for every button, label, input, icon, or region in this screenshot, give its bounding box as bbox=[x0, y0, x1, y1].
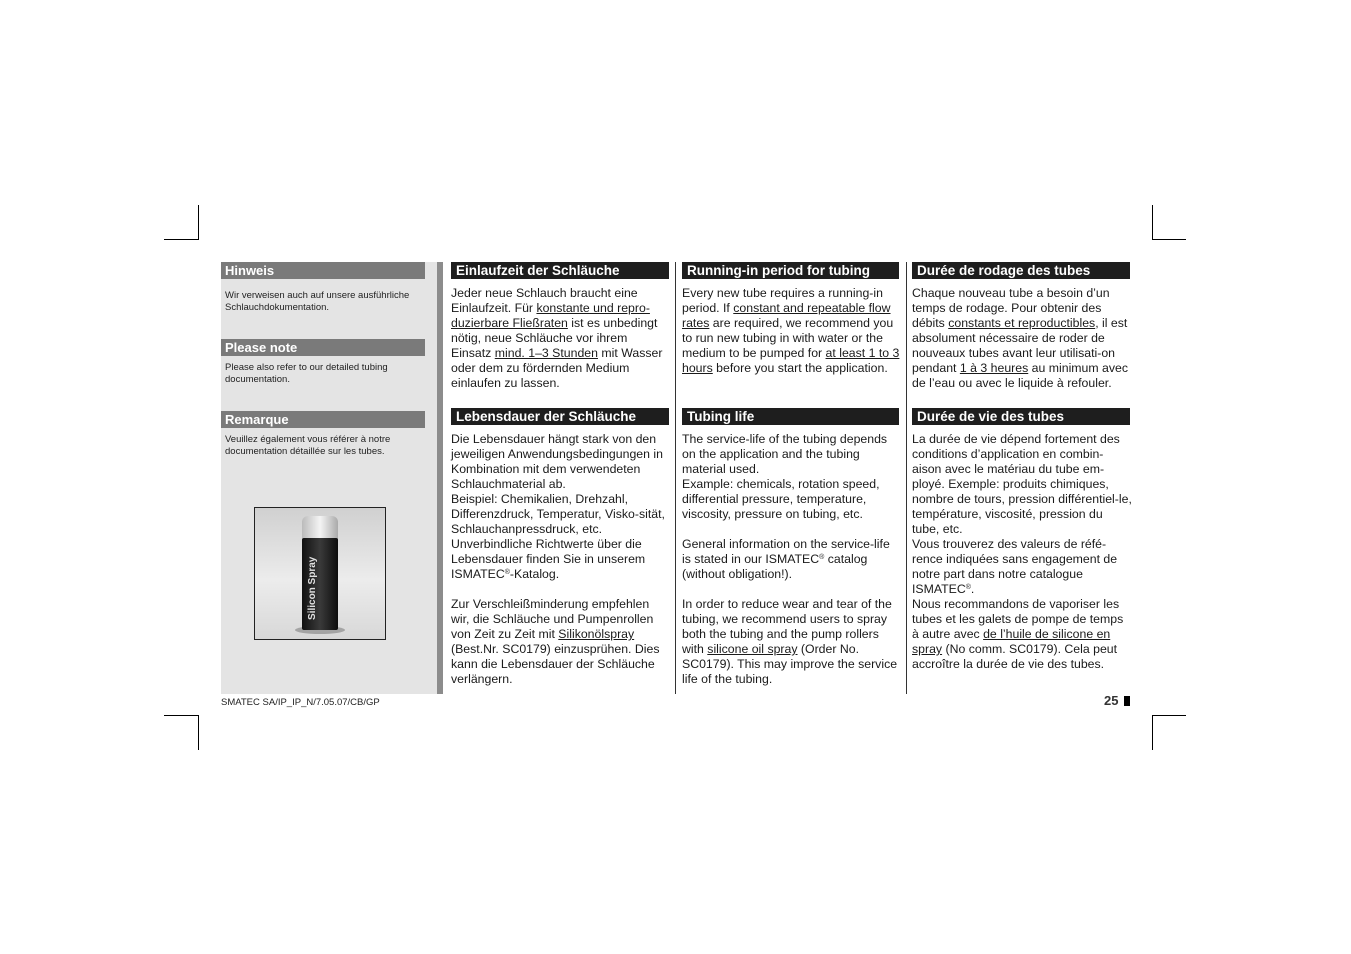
de-tubing-life-heading: Lebensdauer der Schläuche bbox=[451, 408, 669, 425]
please-note-heading: Please note bbox=[221, 339, 425, 356]
crop-mark bbox=[164, 239, 199, 240]
fr-running-in-heading: Durée de rodage des tubes bbox=[912, 262, 1130, 279]
de-running-in-heading: Einlaufzeit der Schläuche bbox=[451, 262, 669, 279]
column-separator bbox=[906, 262, 907, 694]
crop-mark bbox=[164, 715, 199, 716]
please-note-text: Please also refer to our detailed tubing documentation. bbox=[225, 362, 388, 385]
fr-tubing-life-heading: Durée de vie des tubes bbox=[912, 408, 1130, 425]
de-running-in-text: Jeder neue Schlauch braucht eine Einlaufzeit. Für konstante und repro-duzierbare Fließraten ist es unbedingt nötig, neue Schläuche vor ihrem Einsatz mind. 1–3 Stunden mit Wasser oder dem zu fördernden Medium einlaufen zu lassen. bbox=[451, 286, 663, 390]
crop-mark bbox=[1152, 239, 1186, 240]
crop-mark bbox=[198, 205, 199, 240]
column-separator bbox=[675, 262, 676, 694]
spray-can-label: Silicon Spray bbox=[307, 556, 318, 620]
crop-mark bbox=[1152, 205, 1153, 240]
spray-can-cap bbox=[302, 516, 338, 540]
remarque-heading: Remarque bbox=[221, 411, 425, 428]
en-tubing-life-heading: Tubing life bbox=[682, 408, 899, 425]
fr-running-in-text: Chaque nouveau tube a besoin d’un temps de rodage. Pour obtenir des débits constants et reproductibles, il est absolument nécessaire de roder de nouveaux tubes avant leur utilisati-on pendant 1 à 3 heures au minimum avec de l’eau ou avec le liquide à refouler. bbox=[912, 286, 1129, 390]
silicon-spray-photo bbox=[254, 507, 386, 640]
crop-mark bbox=[1152, 715, 1153, 750]
en-running-in-heading: Running-in period for tubing bbox=[682, 262, 899, 279]
en-running-in-text: Every new tube requires a running-in period. If constant and repeatable flow rates are required, we recommend you to run new tubing in with water or the medium to be pumped for at least 1 to 3 hours before you start the application. bbox=[682, 286, 900, 375]
sidebar-divider bbox=[437, 262, 443, 694]
fr-tubing-life-text: La durée de vie dépend fortement des conditions d’application en combin-aison avec le matériau du tube em-ployé. Exemple: produits chimiques, nombre de tours, pression différentiel-le, température, viscosité, pression du tube, etc. Vous trouverez des valeurs de réfé-rence indiquées sans engagement de notre part dans notre catalogue ISMATEC®. Nous recommandons de vaporiser les tubes et les galets de pompe de temps à autre avec de l’huile de silicone en spray (No comm. SC0179). Cela peut accroître la durée de vie des tubes. bbox=[912, 432, 1132, 671]
hinweis-heading: Hinweis bbox=[221, 262, 425, 279]
page-marker bbox=[1124, 696, 1130, 706]
remarque-text: Veuillez également vous référer à notre documentation détaillée sur les tubes. bbox=[225, 434, 391, 457]
document-footer: SMATEC SA/IP_IP_N/7.05.07/CB/GP bbox=[221, 697, 380, 708]
crop-mark bbox=[198, 715, 199, 750]
page-number: 25 bbox=[1104, 693, 1119, 708]
de-tubing-life-text: Die Lebensdauer hängt stark von den jeweiligen Anwendungsbedingungen in Kombination mit dem verwendeten Schlauchmaterial ab. Beispiel: Chemikalien, Drehzahl, Differenzdruck, Temperatur, Visko-sität, Schlauchanpressdruck, etc. Unverbindliche Richtwerte über die Lebensdauer finden Sie in unserem ISMATEC®-Katalog. Zur Verschleißminderung empfehlen wir, die Schläuche und Pumpenrollen von Zeit zu Zeit mit Silikonölspray (Best.Nr. SC0179) einzusprühen. Dies kann die Lebensdauer der Schläuche verlängern. bbox=[451, 432, 665, 686]
spray-can-body bbox=[302, 538, 338, 630]
hinweis-text: Wir verweisen auch auf unsere ausführliche Schlauchdokumentation. bbox=[225, 290, 410, 313]
crop-mark bbox=[1152, 715, 1186, 716]
en-tubing-life-text: The service-life of the tubing depends on the application and the tubing material used. Example: chemicals, rotation speed, differential pressure, temperature, viscosity, pressure on tubing, etc. General information on the service-life is stated in our ISMATEC® catalog (without obligation!). In order to reduce wear and tear of the tubing, we recommend users to spray both the tubing and the pump rollers with silicone oil spray (Order No. SC0179). This may improve the service life of the tubing. bbox=[682, 432, 898, 686]
